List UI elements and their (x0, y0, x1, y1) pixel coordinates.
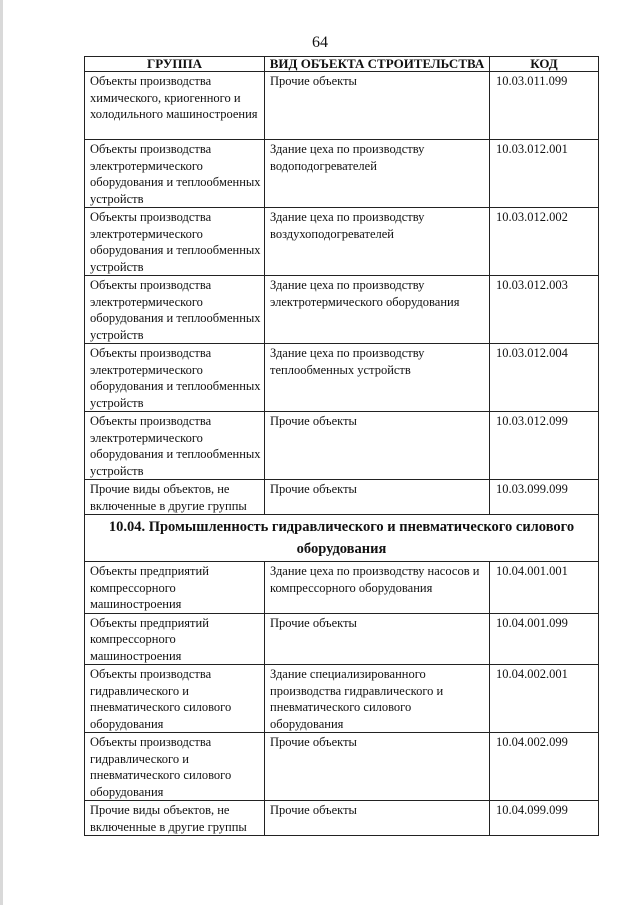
table-row (85, 665, 599, 733)
type-cell: Здание цеха по производству насосов и компрессорного оборудования (265, 562, 490, 614)
table-row (85, 344, 599, 412)
table-row (85, 208, 599, 276)
type-cell: Здание цеха по производству электротермического оборудования (265, 276, 490, 344)
code-cell: 10.04.099.099 (490, 801, 599, 836)
table-header-row (85, 57, 599, 72)
type-cell: Прочие объекты (265, 72, 490, 140)
table-row (85, 562, 599, 614)
code-cell: 10.03.011.099 (490, 72, 599, 140)
header-type: ВИД ОБЪЕКТА СТРОИТЕЛЬСТВА (265, 57, 490, 72)
code-cell: 10.03.012.001 (490, 140, 599, 208)
group-cell: Объекты производства гидравлического и пневматического силового оборудования (85, 665, 265, 733)
header-group: ГРУППА (85, 57, 265, 72)
table-row (85, 733, 599, 801)
type-cell: Прочие объекты (265, 613, 490, 665)
table-row (85, 412, 599, 480)
code-cell: 10.04.001.001 (490, 562, 599, 614)
type-cell: Здание цеха по производству водоподогревателей (265, 140, 490, 208)
type-cell: Прочие объекты (265, 733, 490, 801)
section-title: 10.04. Промышленность гидравлического и пневматического силового оборудования (85, 515, 599, 562)
table-row (85, 72, 599, 140)
classification-table (84, 56, 599, 836)
group-cell: Прочие виды объектов, не включенные в другие группы (85, 801, 265, 836)
header-code: КОД (490, 57, 599, 72)
code-cell: 10.03.099.099 (490, 480, 599, 515)
group-cell: Объекты производства электротермического оборудования и теплообменных устройств (85, 140, 265, 208)
group-cell: Объекты производства электротермического оборудования и теплообменных устройств (85, 412, 265, 480)
type-cell: Прочие объекты (265, 480, 490, 515)
code-cell: 10.03.012.004 (490, 344, 599, 412)
type-cell: Прочие объекты (265, 801, 490, 836)
group-cell: Прочие виды объектов, не включенные в другие группы (85, 480, 265, 515)
table-row (85, 140, 599, 208)
type-cell: Здание цеха по производству воздухоподогревателей (265, 208, 490, 276)
group-cell: Объекты производства электротермического оборудования и теплообменных устройств (85, 344, 265, 412)
page-number: 64 (312, 34, 328, 51)
table-row (85, 801, 599, 836)
type-cell: Прочие объекты (265, 412, 490, 480)
code-cell: 10.04.001.099 (490, 613, 599, 665)
group-cell: Объекты производства электротермического оборудования и теплообменных устройств (85, 208, 265, 276)
code-cell: 10.03.012.002 (490, 208, 599, 276)
table-row (85, 480, 599, 515)
table-row (85, 613, 599, 665)
group-cell: Объекты производства гидравлического и пневматического силового оборудования (85, 733, 265, 801)
code-cell: 10.04.002.001 (490, 665, 599, 733)
group-cell: Объекты предприятий компрессорного машиностроения (85, 562, 265, 614)
code-cell: 10.03.012.099 (490, 412, 599, 480)
code-cell: 10.03.012.003 (490, 276, 599, 344)
table-row (85, 276, 599, 344)
type-cell: Здание цеха по производству теплообменных устройств (265, 344, 490, 412)
group-cell: Объекты производства химического, криогенного и холодильного машиностроения (85, 72, 265, 140)
section-heading-row (85, 515, 599, 562)
scan-edge (0, 0, 3, 905)
code-cell: 10.04.002.099 (490, 733, 599, 801)
group-cell: Объекты производства электротермического оборудования и теплообменных устройств (85, 276, 265, 344)
group-cell: Объекты предприятий компрессорного машиностроения (85, 613, 265, 665)
type-cell: Здание специализированного производства гидравлического и пневматического силового оборудования (265, 665, 490, 733)
